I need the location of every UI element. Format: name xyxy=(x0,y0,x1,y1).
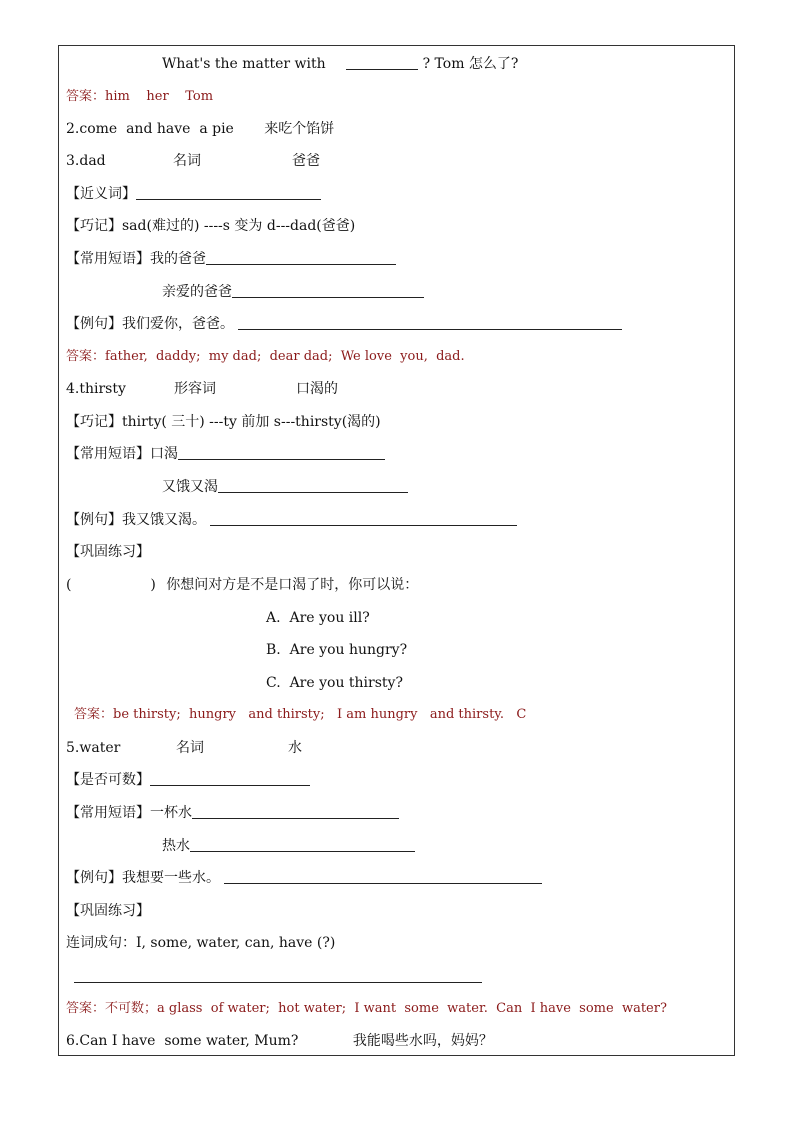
item-2: 2.come and have a pie 来吃个馅饼 xyxy=(66,121,335,137)
item-4-phrase-1: 【常用短语】口渴 xyxy=(66,445,385,463)
matter-blank[interactable] xyxy=(346,55,418,70)
item-5-countable: 【是否可数】 xyxy=(66,771,310,789)
item-5-answer: 答案：不可数；a glass of water; hot water; I want some water. Can I have some water? xyxy=(66,1001,667,1016)
synonym-blank[interactable] xyxy=(136,185,321,200)
item-5-header: 5.water 名词 水 xyxy=(66,740,302,756)
phrase-blank[interactable] xyxy=(232,283,424,298)
phrase-blank[interactable] xyxy=(192,804,399,819)
phrase-blank[interactable] xyxy=(178,445,385,460)
item-3-tip: 【巧记】sad(难过的) ----s 变为 d---dad(爸爸) xyxy=(66,218,356,234)
example-blank[interactable] xyxy=(238,315,622,330)
item-4-question: ( ) 你想问对方是不是口渴了时，你可以说： xyxy=(66,577,419,593)
item-3-header: 3.dad 名词 爸爸 xyxy=(66,153,320,169)
matter-prefix: What's the matter with xyxy=(162,56,326,72)
item-5-example: 【例句】我想要一些水。 xyxy=(66,869,542,887)
matter-answer: 答案：him her Tom xyxy=(66,89,214,104)
phrase-blank[interactable] xyxy=(206,250,396,265)
option-a: A. Are you ill? xyxy=(266,610,370,626)
example-blank[interactable] xyxy=(224,869,542,884)
item-4-practice-label: 【巩固练习】 xyxy=(66,544,150,560)
item-3-phrase-2: 亲爱的爸爸 xyxy=(162,283,424,301)
item-4-example: 【例句】我又饿又渴。 xyxy=(66,511,517,529)
item-5-phrase-1: 【常用短语】一杯水 xyxy=(66,804,399,822)
item-4-tip: 【巧记】thirty( 三十) ---ty 前加 s---thirsty(渴的) xyxy=(66,414,381,430)
item-5-practice-label: 【巩固练习】 xyxy=(66,903,150,919)
phrase-blank[interactable] xyxy=(190,837,415,852)
item-5-phrase-2: 热水 xyxy=(162,837,415,855)
option-b: B. Are you hungry? xyxy=(266,642,408,658)
matter-suffix: ? Tom 怎么了? xyxy=(422,56,519,72)
option-c: C. Are you thirsty? xyxy=(266,675,403,691)
phrase-blank[interactable] xyxy=(218,478,408,493)
item-3-synonym: 【近义词】 xyxy=(66,185,321,203)
item-4-phrase-2: 又饿又渴 xyxy=(162,478,408,496)
item-6: 6.Can I have some water, Mum? 我能喝些水吗，妈妈？ xyxy=(66,1033,493,1049)
item-5-prompt: 连词成句：I, some, water, can, have (?) xyxy=(66,935,336,951)
item-3-phrase-1: 【常用短语】我的爸爸 xyxy=(66,250,396,268)
item-3-answer: 答案：father, daddy; my dad; dear dad; We love you, dad. xyxy=(66,349,465,364)
matter-question xyxy=(162,55,518,73)
countable-blank[interactable] xyxy=(150,771,310,786)
item-4-answer: 答案：be thirsty; hungry and thirsty; I am hungry and thirsty. C xyxy=(74,707,527,722)
sentence-blank[interactable] xyxy=(74,982,482,983)
item-4-header: 4.thirsty 形容词 口渴的 xyxy=(66,381,338,397)
example-blank[interactable] xyxy=(210,511,517,526)
item-3-example: 【例句】我们爱你，爸爸。 xyxy=(66,315,622,333)
